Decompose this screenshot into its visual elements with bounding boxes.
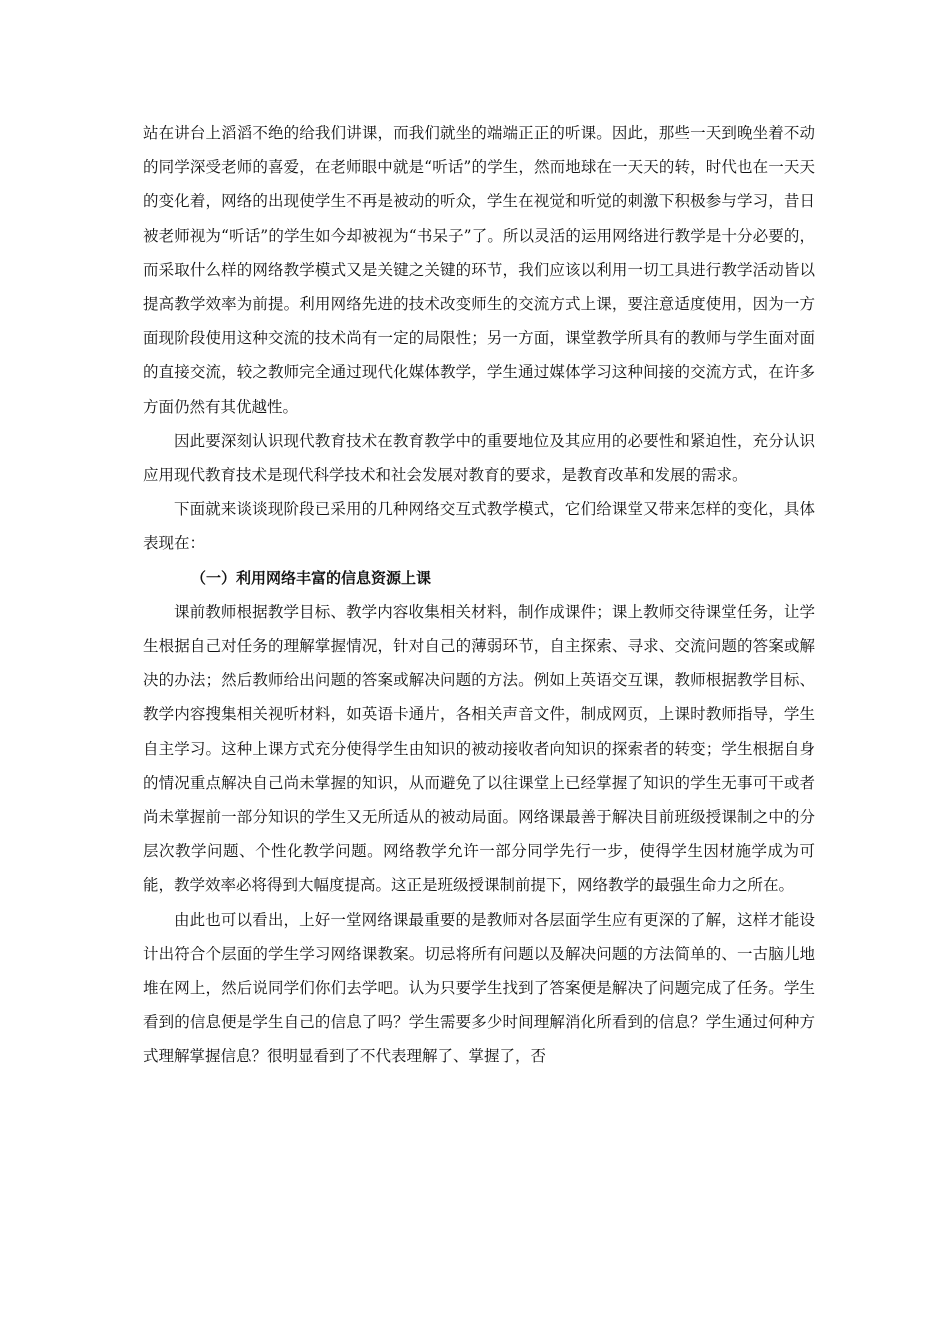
paragraph-network-resources: 课前教师根据教学目标、教学内容收集相关材料，制作成课件；课上教师交待课堂任务，让学生根据自己对任务的理解掌握情况，针对自己的薄弱环节，自主探索、寻求、交流问题的答案或解决的办法；然后教师给出问题的答案或解决问题的方法。例如上英语交互课，教师根据教学目标、教学内容搜集相关视听材料，如英语卡通片，各相关声音文件，制成网页，上课时教师指导，学生自主学习。这种上课方式充分使得学生由知识的被动接收者向知识的探索者的转变；学生根据自身的情况重点解决自己尚未掌握的知识，从而避免了以往课堂上已经掌握了知识的学生无事可干或者尚未掌握前一部分知识的学生又无所适从的被动局面。网络课最善于解决目前班级授课制之中的分层次教学问题、个性化教学问题。网络教学允许一部分同学先行一步，使得学生因材施学成为可能，教学效率必将得到大幅度提高。这正是班级授课制前提下，网络教学的最强生命力之所在。	[143, 602, 815, 895]
paragraph-importance: 因此要深刻认识现代教育技术在教育教学中的重要地位及其应用的必要性和紧迫性，充分认识应用现代教育技术是现代科学技术和社会发展对教育的要求，是教育改革和发展的需求。	[143, 431, 815, 485]
paragraph-intro-modes: 下面就来谈谈现阶段已采用的几种网络交互式教学模式，它们给课堂又带来怎样的变化，具体表现在：	[143, 500, 815, 553]
section-heading-1: （一）利用网络丰富的信息资源上课	[191, 568, 432, 587]
paragraph-continuation: 站在讲台上滔滔不绝的给我们讲课，而我们就坐的端端正正的听课。因此，那些一天到晚坐着不动的同学深受老师的喜爱，在老师眼中就是“听话”的学生，然而地球在一天天的转，时代也在一天天的变化着，网络的出现使学生不再是被动的听众，学生在视觉和听觉的刺激下积极参与学习，昔日被老师视为“听话”的学生如今却被视为“书呆子”了。所以灵活的运用网络进行教学是十分必要的，而采取什么样的网络教学模式又是关键之关键的环节，我们应该以利用一切工具进行教学活动皆以提高教学效率为前提。利用网络先进的技术改变师生的交流方式上课，要注意适度使用，因为一方面现阶段使用这种交流的技术尚有一定的局限性；另一方面，课堂教学所具有的教师与学生面对面的直接交流，较之教师完全通过现代化媒体教学，学生通过媒体学习这种间接的交流方式，在许多方面仍然有其优越性。	[143, 124, 815, 416]
document-body	[143, 116, 815, 1074]
paragraph-conclusion: 由此也可以看出，上好一堂网络课最重要的是教师对各层面学生应有更深的了解，这样才能设计出符合个层面的学生学习网络课教案。切忌将所有问题以及解决问题的方法简单的、一古脑儿地堆在网上，然后说同学们你们去学吧。认为只要学生找到了答案便是解决了问题完成了任务。学生看到的信息便是学生自己的信息了吗？学生需要多少时间理解消化所看到的信息？学生通过何种方式理解掌握信息？很明显看到了不代表理解了、掌握了，否	[143, 910, 815, 1066]
